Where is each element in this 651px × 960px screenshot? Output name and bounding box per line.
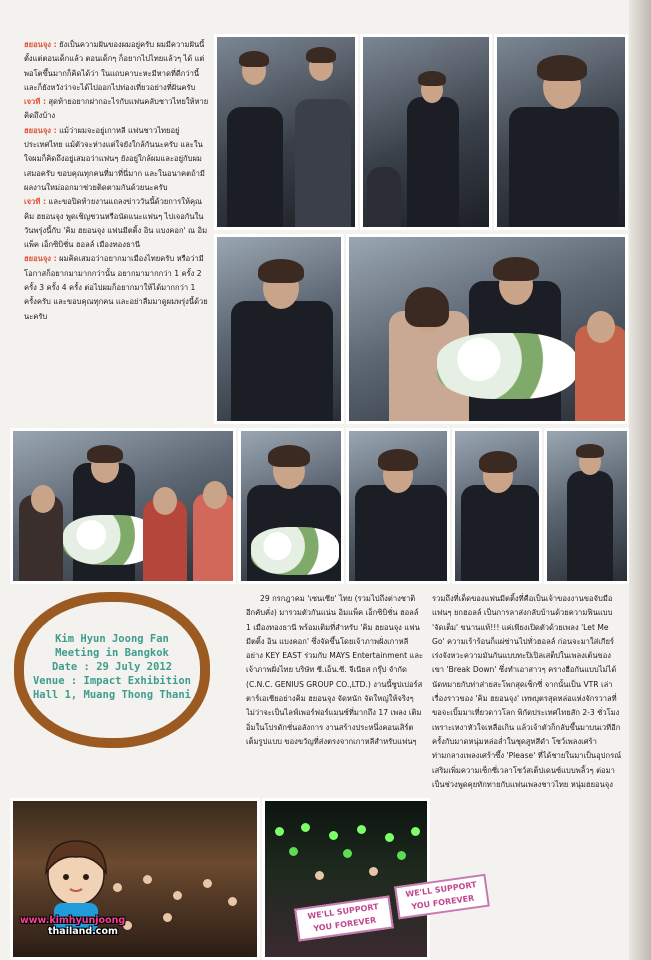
- photo-smiling-pose: [214, 234, 344, 424]
- photo-full-stand: [544, 428, 630, 584]
- interview-text: [24, 38, 210, 388]
- article-column-2: [246, 592, 424, 804]
- event-date: Date : 29 July 2012: [51, 661, 173, 673]
- column3-text: รวมถึงที่เด็ดของแฟนมีตติ้งที่คือเป็นเจ้าของงานขอจับมือแฟนๆ ยกฮอลล์ เป็นการลาส่งกลับบ้านด้วยความฟินแบบ 'จัดเต็ม' ขนานแท้!!! แค่เพียงเปิดตัวด้วยเพลง 'Let Me Go' ความเร้าร้อนก็แผ่ซ่านไปทั่วฮอลล์ ก่อนจะมาใส่เกียร์เร่งจังหวะความมันกันแบบทะปิเปิลเสต็ปในเพลงเต้นของเขา 'Break Down' ซึ่งทำเอาสาวๆ ครางฮือกันแบบไม่ได้นัดหมายกับท่าส่ายสะโพกสุดเซ็กซี่ จากนั้นเป็น VTR เล่าเรื่องราวของ 'คิม ฮยอนจุง' เทพบุตรสุดหล่อแห่งจักรวาลที่ขอจะเบิ้มมาเที่ยวดาวโลก พิกัดประเทศไทยสัก 2-3 ชั่วโมง เพราะเหงาหัวใจเหลือเกิน แล้วเจ้าตัวก็กลับขึ้นมาบนเวทีอีกครั้งกับมาดหนุ่มหล่อล่ำในชุดสูทสีดำ โชว์เพลงเศร้าท่ามกลางเพลงเศร้าซึ้ง 'Please' ที่ได้ชายในมาเป็นอุปกรณ์เสริมเพิ่มความเซ็กซี่เวลาโชว์สเต็ปเดนซ์แบบพลิ้วๆ ต่อมาเป็นช่วงพูดคุยทักทายกับแฟนเพลงชาวไทย หนุ่มฮยอนจุง: [432, 594, 622, 789]
- watermark-text: [20, 915, 140, 937]
- speaker-label: เจวที :: [24, 97, 46, 107]
- event-venue: Venue : Impact Exhibition Hall 1, Muang Thong Thani: [32, 675, 192, 701]
- watermark-line1: www.kimhyunjoong: [20, 915, 126, 926]
- speaker-label: ฮยอนจุง :: [24, 40, 57, 49]
- event-title: Kim Hyun Joong Fan Meeting in Bangkok: [55, 633, 169, 659]
- photo-stage-duo: [214, 34, 358, 230]
- photo-looking-down: [452, 428, 542, 584]
- interview-paragraph: [24, 38, 210, 95]
- interview-paragraph: [24, 252, 210, 323]
- speaker-label: ฮยอนจุง :: [24, 125, 57, 135]
- interview-paragraph: [24, 124, 210, 195]
- paragraph-text: และขอปิดท้ายงานแถลงข่าววันนี้ด้วยการให้คุณคิม ฮยอนจุง พูดเชิญชวนหรือนัดแนะแฟนๆ ไปเจอกันในวันพรุ่งนี้กับ 'คิม ฮยอนจุง แฟนมีตติ้ง อิน แบงคอก' ณ อิมแพ็ค เอ็กซิบิชั่น ฮอลล์ เมืองทองธานี: [24, 197, 208, 250]
- photo-stage-wave: [360, 34, 492, 230]
- watermark-line2: thailand.com: [48, 926, 118, 937]
- photo-group-flowers: [10, 428, 236, 584]
- column2-text: 29 กรกฎาคม 'เซนเซีย' ไทย (รวมไปถึงต่างชาติอีกคับคั่ง) มารวมตัวกันแน่น อิมแพ็ค เอ็กซิบิชั่น ฮอลล์ 1 เมืองทองธานี พร้อมเติมที่สำหรับ 'คิม ฮยอนจุง แฟน มีตติ้ง อิน แบงคอก' ซึ่งจัดขึ้นโดยเจ้าภาพฝั่งเกาหลีอย่าง KEY EAST ร่วมกับ MAYS Entertainment และเจ้าภาพฝั่งไทย บริษัท ซี.เอ็น.ซี. จีเนียส กรุ๊ป จำกัด (C.N.C. GENIUS GROUP CO.,LTD.) งานนี้ซูปเปอร์สตาร์เอเชียอย่างคิม ฮยอนจุง จัดหนัก จัดใหญ่ให้จริงๆ ไม่ว่าจะเป็นไลฟ์เพอร์ฟอร์แมนซ์ที่มากถึง 17 เพลง เติมอิ่มในโปรดักชั่นอลังการ งานสร้างประหนึ่งคอนเสิร์ตเต็มรูปแบบ ของขวัญที่ส่งตรงจากเกาหลีสำหรับแฟนๆ: [246, 594, 424, 746]
- photo-bouquet: [238, 428, 344, 584]
- photo-flower-presentation: [346, 234, 628, 424]
- interview-paragraph: [24, 95, 210, 124]
- speaker-label: ฮยอนจุง :: [24, 254, 57, 264]
- paragraph-text: สุดท้ายอยากฝากอะไรกับแฟนคลับชาวไทยให้หายคิดถึงบ้าง: [24, 97, 209, 121]
- speaker-label: เจวที :: [24, 197, 46, 207]
- photo-portrait-suit: [494, 34, 628, 230]
- paragraph-text: ผมคิดเสมอว่าอยากมาเมืองไทยครับ หรือว่ามีโอกาสก็อยากมามากกว่านั้น อยากมามากกว่า 1 ครั้ง 2 ครั้ง 3 ครั้ง 4 ครั้ง ต่อไปผมก็อยากมาให้ได้มากกว่า 1 ครั้งครับ และขอบคุณทุกคน และอย่าลืมมาดูผมพรุ่งนี้ด้วยนะครับ: [24, 254, 208, 321]
- fan-sign: WE'LL SUPPORT YOU FOREVER: [394, 874, 490, 919]
- photo-crowd-right: [262, 798, 430, 960]
- fan-sign: WE'LL SUPPORT YOU FOREVER: [294, 895, 394, 941]
- paragraph-text: แม้ว่าผมจะอยู่เกาหลี แฟนชาวไทยอยู่ประเทศไทย แม้ตัวจะห่างแต่ใจยังใกล้กันนะครับ และในใจผมก็คิดถึงอยู่เสมอว่าแฟนๆ ยังอยู่ใกล้ผมและอยู่กับผมเสมอครับ ขอบคุณทุกคนที่มาที่นี่มาก และในอนาคตถ้ามีผลงานใหม่ออกมาช่วยติดตามกันด้วยนะครับ: [24, 125, 205, 192]
- event-badge-text: [32, 632, 192, 702]
- paragraph-text: ยังเป็นความฝันของผมอยู่ครับ ผมมีความฝันนี้ตั้งแต่ตอนเด็กแล้ว ตอนเด็กๆ ก็อยากไปไทยแล้วๆ ได้ แต่พอโตขึ้นมากก็คิดได้ว่า ในแถบคาบะหะมีหาดที่ดีกว่านี้ และก็ยังหวังว่าจะได้ไปออกไปท่องเที่ยวอย่างที่ฝันครับ: [24, 40, 205, 92]
- interview-paragraph: [24, 195, 210, 252]
- photo-microphone: [346, 428, 450, 584]
